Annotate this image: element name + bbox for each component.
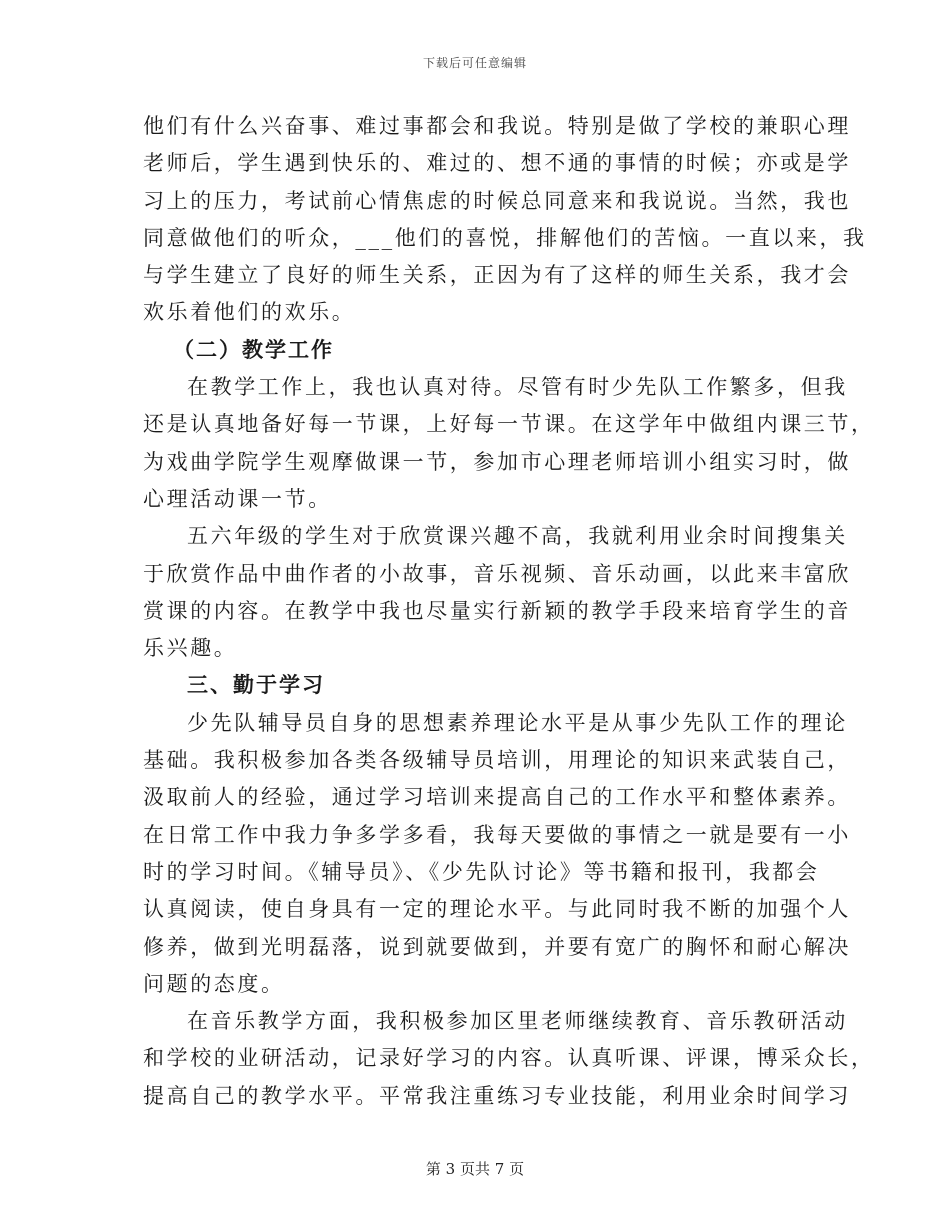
text-line: 乐兴趣。 xyxy=(143,636,238,661)
paragraph-first-line: 在音乐教学方面，我积极参加区里老师继续教育、音乐教研活动 xyxy=(187,1009,848,1034)
paragraph-first-line: 五六年级的学生对于欣赏课兴趣不高，我就利用业余时间搜集关 xyxy=(187,524,848,549)
text-line: 和学校的业研活动，记录好学习的内容。认真听课、评课，博采众长， xyxy=(143,1046,875,1071)
text-line: 于欣赏作品中曲作者的小故事，音乐视频、音乐动画，以此来丰富欣 xyxy=(143,561,851,586)
text-line: 基础。我积极参加各类各级辅导员培训，用理论的知识来武装自己， xyxy=(143,748,851,773)
page-header: 下载后可任意编辑 xyxy=(422,56,527,70)
text-line: 时的学习时间。《辅导员》、《少先队讨论》等书籍和报刊，我都会 xyxy=(143,859,820,884)
text-line: 为戏曲学院学生观摩做课一节，参加市心理老师培训小组实习时，做 xyxy=(143,449,851,474)
text-line: 问题的态度。 xyxy=(143,971,285,996)
text-line: 修养，做到光明磊落，说到就要做到，并要有宽广的胸怀和耐心解决 xyxy=(143,934,851,959)
text-line: 心理活动课一节。 xyxy=(143,486,332,511)
text-line: 欢乐着他们的欢乐。 xyxy=(143,300,356,325)
text-line: 认真阅读，使自身具有一定的理论水平。与此同时我不断的加强个人 xyxy=(143,897,851,922)
text-line: 习上的压力，考试前心情焦虑的时候总同意来和我说说。当然，我也 xyxy=(143,188,851,213)
text-line: 在日常工作中我力争多学多看，我每天要做的事情之一就是要有一小 xyxy=(143,822,851,847)
document-body xyxy=(143,108,875,1115)
text-line: 老师后，学生遇到快乐的、难过的、想不通的事情的时候；亦或是学 xyxy=(143,151,851,176)
paragraph-first-line: 在教学工作上，我也认真对待。尽管有时少先队工作繁多，但我 xyxy=(187,375,848,400)
text-line: 汲取前人的经验，通过学习培训来提高自己的工作水平和整体素养。 xyxy=(143,785,851,810)
text-line: 提高自己的教学水平。平常我注重练习专业技能，利用业余时间学习 xyxy=(143,1083,851,1108)
text-line: 赏课的内容。在教学中我也尽量实行新颖的教学手段来培育学生的音 xyxy=(143,598,851,623)
section-heading-teaching: （二）教学工作 xyxy=(173,337,334,362)
section-heading-study: 三、勤于学习 xyxy=(187,673,325,698)
text-line: 还是认真地备好每一节课，上好每一节课。在这学年中做组内课三节， xyxy=(143,412,875,437)
text-line: 与学生建立了良好的师生关系，正因为有了这样的师生关系，我才会 xyxy=(143,263,851,288)
paragraph-first-line: 少先队辅导员自身的思想素养理论水平是从事少先队工作的理论 xyxy=(187,710,848,735)
page-footer: 第 3 页共 7 页 xyxy=(425,1160,525,1178)
text-line: 他们有什么兴奋事、难过事都会和我说。特别是做了学校的兼职心理 xyxy=(143,114,851,138)
text-line: 同意做他们的听众，___他们的喜悦，排解他们的苦恼。一直以来，我 xyxy=(143,225,867,250)
